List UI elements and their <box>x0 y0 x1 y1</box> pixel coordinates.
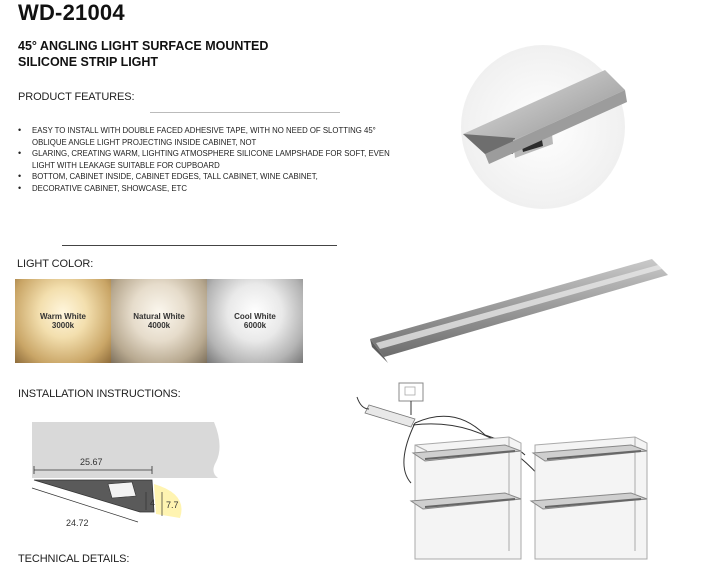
light-color-heading: LIGHT COLOR: <box>17 258 94 270</box>
dim-bottom-label: 24.72 <box>66 518 89 528</box>
features-heading: PRODUCT FEATURES: <box>18 91 135 103</box>
swatch-temp: 3000k <box>51 321 75 330</box>
product-name-line1: 45° ANGLING LIGHT SURFACE MOUNTED <box>18 39 269 53</box>
swatch-name: Cool White <box>234 312 276 321</box>
product-name <box>18 38 348 70</box>
profile-dimension-diagram <box>28 416 228 534</box>
installation-heading: INSTALLATION INSTRUCTIONS: <box>18 388 181 400</box>
cabinet-wiring-diagram <box>355 375 660 565</box>
dim-inner-label: 4 <box>150 498 156 508</box>
divider <box>62 245 337 246</box>
features-list <box>18 125 398 195</box>
profile-closeup-photo <box>455 42 630 212</box>
feature-item: • BOTTOM, CABINET INSIDE, CABINET EDGES, TALL CABINET, WINE CABINET, <box>18 171 398 183</box>
swatch-temp: 6000k <box>243 321 267 330</box>
swatch-temp: 4000k <box>147 321 171 330</box>
divider <box>150 112 340 113</box>
swatch-warm-white <box>15 279 111 363</box>
feature-item: • DECORATIVE CABINET, SHOWCASE, ETC <box>18 183 398 195</box>
product-name-line2: SILICONE STRIP LIGHT <box>18 55 159 69</box>
swatch-name: Natural White <box>133 312 185 321</box>
technical-heading: TECHNICAL DETAILS: <box>18 553 130 565</box>
product-code: WD-21004 <box>18 0 125 25</box>
swatch-natural-white <box>111 279 207 363</box>
swatch-cool-white <box>207 279 303 363</box>
dim-top-label: 25.67 <box>80 457 103 467</box>
feature-item: • EASY TO INSTALL WITH DOUBLE FACED ADHESIVE TAPE, WITH NO NEED OF SLOTTING 45° OBLIQUE ANGLE LIGHT PROJECTING INSIDE CABINET, NOT <box>18 125 398 148</box>
strip-light-photo <box>368 255 673 365</box>
swatch-name: Warm White <box>40 312 86 321</box>
feature-item: • GLARING, CREATING WARM, LIGHTING ATMOSPHERE SILICONE LAMPSHADE FOR SOFT, EVEN LIGHT WITH LEAKAGE SUITABLE FOR CUPBOARD <box>18 148 398 171</box>
light-color-swatches <box>15 279 303 363</box>
dim-side-label: 7.7 <box>166 500 179 510</box>
